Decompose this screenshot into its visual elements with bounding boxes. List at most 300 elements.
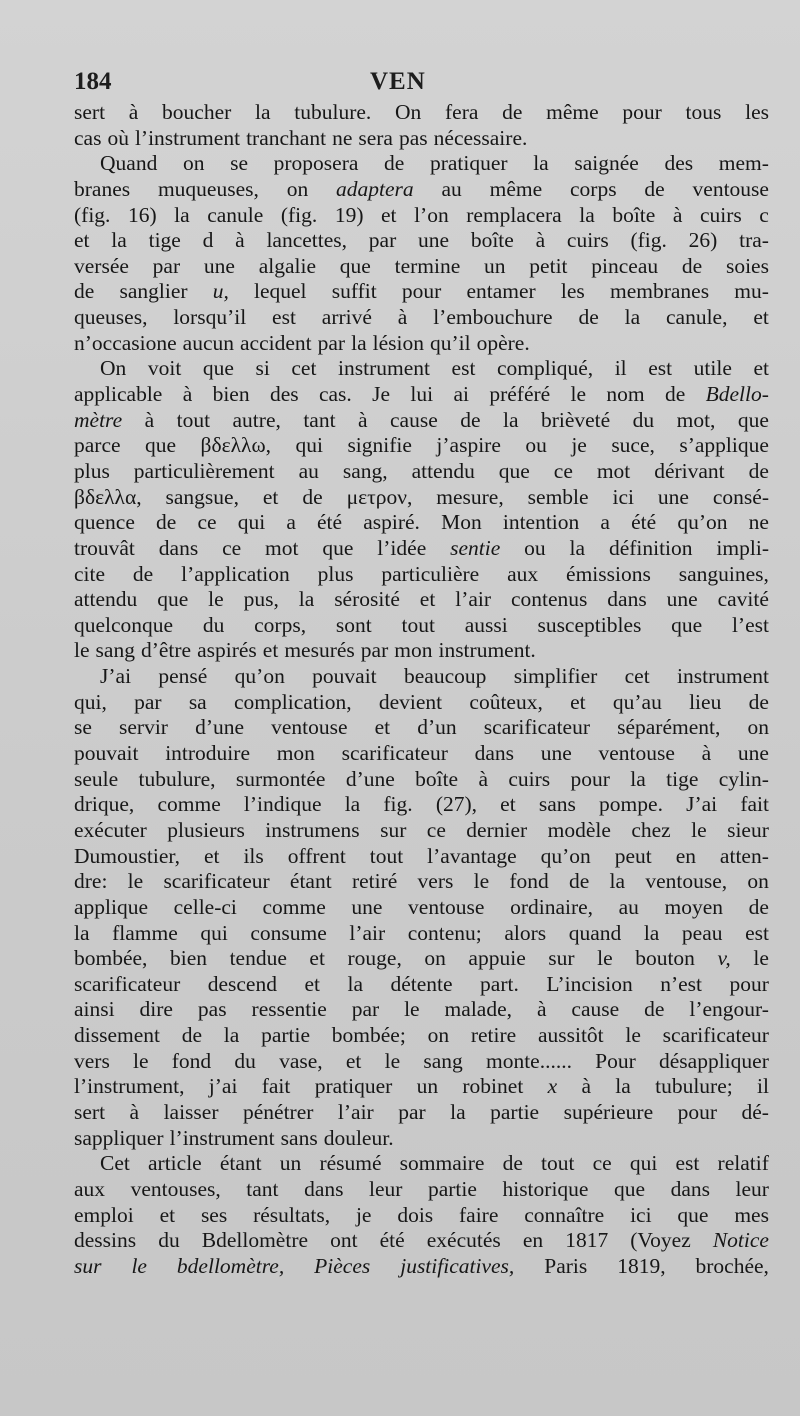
text-line bbox=[74, 895, 769, 921]
word: que bbox=[157, 587, 189, 612]
word: le bbox=[570, 382, 587, 407]
word: cylin- bbox=[718, 766, 769, 791]
word: quence bbox=[74, 510, 135, 535]
word: mètre bbox=[74, 407, 123, 432]
word: bien bbox=[169, 946, 208, 971]
word: la bbox=[347, 971, 363, 996]
word: la bbox=[630, 766, 646, 791]
word: on bbox=[427, 1023, 450, 1048]
word: que bbox=[671, 612, 703, 637]
word: remplacera bbox=[466, 202, 562, 227]
word: l’air bbox=[349, 920, 386, 945]
word: n’est bbox=[660, 971, 703, 996]
word: tranchant bbox=[246, 125, 327, 150]
text-line bbox=[74, 741, 769, 767]
word: pratiquer bbox=[429, 151, 508, 176]
word: alors bbox=[504, 920, 547, 945]
word: de bbox=[644, 997, 665, 1022]
word: sert bbox=[74, 1099, 106, 1124]
word: proposera bbox=[273, 151, 359, 176]
word: la bbox=[111, 228, 127, 253]
word: Paris bbox=[544, 1253, 588, 1278]
word: et bbox=[500, 792, 516, 817]
word: ou bbox=[525, 433, 547, 458]
word: tout bbox=[369, 843, 404, 868]
text-line bbox=[74, 177, 769, 203]
word: termine bbox=[394, 253, 461, 278]
text-line bbox=[74, 1023, 769, 1049]
word: laisser bbox=[163, 1099, 219, 1124]
word: applique bbox=[74, 894, 149, 919]
text-line bbox=[74, 1151, 769, 1177]
text-line bbox=[74, 844, 769, 870]
word: ne bbox=[332, 125, 353, 150]
word: le bbox=[131, 1253, 147, 1278]
text-line bbox=[74, 562, 769, 588]
word: été bbox=[631, 510, 657, 535]
word: la bbox=[502, 407, 519, 432]
word: aux bbox=[507, 561, 539, 586]
word: tubulure, bbox=[138, 766, 216, 791]
word: fond bbox=[509, 869, 549, 894]
word: contenu; bbox=[407, 920, 482, 945]
word: du bbox=[632, 407, 655, 432]
word: tubulure. bbox=[294, 100, 372, 124]
word: 1817 bbox=[565, 1228, 609, 1253]
word: ce bbox=[553, 458, 573, 483]
word: cuirs bbox=[508, 766, 551, 791]
word: fond bbox=[171, 1048, 212, 1073]
word: seule bbox=[74, 766, 119, 791]
word: l’air bbox=[455, 587, 492, 612]
word: l’application bbox=[181, 561, 290, 586]
word: et bbox=[345, 1048, 362, 1073]
word: par bbox=[317, 330, 346, 355]
word: descend bbox=[207, 971, 277, 996]
word: je bbox=[571, 433, 587, 458]
text-line bbox=[74, 587, 769, 613]
word: drique, bbox=[74, 792, 135, 817]
word: simplifier bbox=[513, 664, 598, 689]
word: boucher bbox=[162, 100, 232, 124]
word: dans bbox=[158, 535, 199, 560]
word: celle-ci bbox=[173, 894, 237, 919]
word: comme bbox=[157, 792, 221, 817]
word: cuirs bbox=[566, 228, 609, 253]
word: saignée bbox=[574, 151, 639, 176]
text-line bbox=[74, 1254, 769, 1280]
word: les bbox=[745, 100, 769, 124]
word: scarificateur bbox=[74, 971, 181, 996]
word: au bbox=[298, 458, 319, 483]
word: ventouse bbox=[408, 894, 485, 919]
text-line bbox=[74, 792, 769, 818]
word: lieu bbox=[689, 689, 722, 714]
word: Bdello- bbox=[705, 382, 769, 407]
word: a bbox=[286, 510, 296, 535]
word: l’instrument bbox=[169, 1125, 275, 1150]
word: flamme bbox=[112, 920, 178, 945]
word: d’une bbox=[345, 766, 395, 791]
word: de bbox=[156, 510, 177, 535]
word: le bbox=[127, 869, 144, 894]
word: ils bbox=[243, 843, 264, 868]
word: d’être bbox=[140, 638, 192, 663]
word: nom bbox=[606, 382, 645, 407]
text-line bbox=[74, 1177, 769, 1203]
word: (fig. bbox=[630, 228, 667, 253]
word: ont bbox=[330, 1228, 358, 1253]
text-line bbox=[74, 972, 769, 998]
word: mu- bbox=[734, 279, 769, 304]
word: connaître bbox=[524, 1202, 605, 1227]
word: aussi bbox=[464, 612, 508, 637]
word: le bbox=[473, 869, 490, 894]
word: du bbox=[158, 1228, 180, 1253]
word: (fig. bbox=[74, 202, 111, 227]
word: surmontée bbox=[235, 766, 326, 791]
word: dernier bbox=[466, 817, 528, 842]
word: d’un bbox=[417, 715, 457, 740]
word: se bbox=[230, 151, 248, 176]
word: on bbox=[747, 715, 769, 740]
word: de bbox=[302, 484, 323, 509]
word: cite bbox=[74, 561, 106, 586]
word: dans bbox=[304, 1176, 344, 1201]
page-number: 184 bbox=[74, 68, 112, 95]
word: le bbox=[404, 997, 420, 1022]
word: fait bbox=[261, 1074, 291, 1099]
word: particulière bbox=[381, 561, 480, 586]
text-line bbox=[74, 536, 769, 562]
word: de bbox=[578, 305, 599, 330]
word: émissions bbox=[566, 561, 651, 586]
word: bouton bbox=[635, 946, 695, 971]
word: pensé bbox=[158, 664, 208, 689]
word: même bbox=[489, 176, 543, 201]
word: utile bbox=[693, 356, 732, 381]
word: que bbox=[614, 1176, 646, 1201]
word: dissement bbox=[74, 1023, 160, 1048]
word: vers bbox=[74, 1048, 110, 1073]
word: et bbox=[381, 202, 397, 227]
word: v, bbox=[717, 946, 731, 971]
word: c bbox=[759, 202, 769, 227]
word: la bbox=[74, 920, 90, 945]
word: a bbox=[600, 510, 610, 535]
text-line bbox=[74, 254, 769, 280]
word: en bbox=[675, 843, 696, 868]
word: aussitôt bbox=[537, 1023, 604, 1048]
word: 16) bbox=[127, 202, 157, 227]
word: la bbox=[298, 587, 315, 612]
text-line bbox=[74, 1126, 769, 1152]
word: instrumens bbox=[265, 817, 360, 842]
word: qui bbox=[237, 510, 266, 535]
text-line bbox=[74, 1074, 769, 1100]
word: lequel bbox=[254, 279, 307, 304]
word: historique bbox=[502, 1176, 589, 1201]
word: retire bbox=[470, 1023, 517, 1048]
word: à bbox=[358, 407, 368, 432]
word: mot, bbox=[676, 407, 716, 432]
word: préféré bbox=[489, 382, 551, 407]
word: sert bbox=[74, 100, 106, 124]
word: est bbox=[675, 1151, 700, 1176]
word: dans bbox=[474, 741, 514, 766]
word: attendu bbox=[74, 587, 138, 612]
word: attendu bbox=[411, 458, 475, 483]
text-line bbox=[74, 126, 769, 152]
word: aspiré. bbox=[363, 510, 420, 535]
body-text bbox=[74, 100, 769, 1279]
word: où bbox=[107, 125, 129, 150]
word: pour bbox=[677, 1099, 718, 1124]
word: par bbox=[360, 638, 389, 663]
word: mon bbox=[394, 638, 433, 663]
word: dessins bbox=[74, 1228, 137, 1253]
word: cause bbox=[390, 407, 438, 432]
word: le bbox=[208, 587, 224, 612]
word: à bbox=[672, 202, 683, 227]
word: est bbox=[648, 356, 673, 381]
word: petit bbox=[529, 253, 568, 278]
word: tant bbox=[303, 407, 336, 432]
word: sommaire bbox=[399, 1151, 485, 1176]
word: On bbox=[395, 100, 422, 124]
word: Notice bbox=[712, 1228, 769, 1253]
word: la bbox=[569, 535, 586, 560]
text-line bbox=[74, 305, 769, 331]
word: et bbox=[374, 715, 391, 740]
word: pas bbox=[398, 125, 428, 150]
word: l’instrument, bbox=[74, 1074, 185, 1099]
text-line bbox=[74, 151, 769, 177]
word: d bbox=[202, 228, 214, 253]
word: peau bbox=[681, 920, 723, 945]
word: pour bbox=[570, 766, 610, 791]
word: On bbox=[100, 356, 127, 381]
word: une bbox=[540, 741, 572, 766]
word: mesure, bbox=[436, 484, 504, 509]
word: bombée, bbox=[74, 946, 148, 971]
word: que bbox=[339, 253, 371, 278]
word: l’indique bbox=[243, 792, 322, 817]
text-line bbox=[74, 203, 769, 229]
word: qu’on bbox=[677, 510, 728, 535]
word: leur bbox=[369, 1176, 403, 1201]
word: la bbox=[615, 1074, 631, 1099]
word: sérosité bbox=[334, 587, 400, 612]
word: coûteux, bbox=[469, 689, 543, 714]
word: au bbox=[618, 894, 639, 919]
word: boîte bbox=[415, 766, 459, 791]
word: est bbox=[451, 356, 476, 381]
word: la bbox=[344, 792, 361, 817]
word: qui, bbox=[74, 689, 107, 714]
word: sentie bbox=[450, 535, 501, 560]
word: un bbox=[416, 1074, 439, 1099]
word: sont bbox=[335, 612, 372, 637]
word: l’engour- bbox=[689, 997, 769, 1022]
word: aux bbox=[74, 1176, 106, 1201]
word: signifie bbox=[347, 433, 412, 458]
word: tout bbox=[176, 407, 211, 432]
word: et bbox=[262, 484, 279, 509]
word: ici bbox=[630, 1202, 652, 1227]
word: d’une bbox=[195, 715, 245, 740]
text-line bbox=[74, 1203, 769, 1229]
word: sappliquer bbox=[74, 1125, 164, 1150]
word: le bbox=[74, 638, 90, 663]
word: tige bbox=[666, 766, 699, 791]
word: pour bbox=[401, 279, 442, 304]
word: intention bbox=[502, 510, 580, 535]
word: séparément, bbox=[617, 715, 721, 740]
word: consé- bbox=[712, 484, 769, 509]
word: autre, bbox=[232, 407, 281, 432]
word: la bbox=[624, 305, 641, 330]
text-line bbox=[74, 869, 769, 895]
word: qu’on bbox=[540, 843, 591, 868]
text-line bbox=[74, 997, 769, 1023]
word: qu’au bbox=[612, 689, 662, 714]
word: à bbox=[478, 766, 488, 791]
word: le bbox=[691, 817, 707, 842]
word: de bbox=[502, 1151, 523, 1176]
word: exécuter bbox=[74, 817, 147, 842]
word: sa bbox=[188, 689, 207, 714]
text-line bbox=[74, 408, 769, 434]
word: le bbox=[133, 1048, 149, 1073]
word: boîte bbox=[470, 228, 514, 253]
word: L’incision bbox=[546, 971, 633, 996]
word: peut bbox=[614, 843, 652, 868]
text-line bbox=[74, 613, 769, 639]
word: ventouse bbox=[271, 715, 348, 740]
word: Cet bbox=[100, 1151, 130, 1176]
text-line bbox=[74, 433, 769, 459]
word: j’ai bbox=[208, 1074, 238, 1099]
word: cavité bbox=[717, 587, 769, 612]
word: qui bbox=[295, 433, 323, 458]
text-line bbox=[74, 356, 769, 382]
text-line bbox=[74, 510, 769, 536]
word: on bbox=[182, 151, 205, 176]
word: une bbox=[351, 894, 383, 919]
word: du bbox=[234, 1048, 256, 1073]
word: pinceau bbox=[591, 253, 659, 278]
word: ce bbox=[592, 1151, 612, 1176]
word: de bbox=[502, 100, 523, 124]
word: servir bbox=[119, 715, 168, 740]
word: article bbox=[148, 1151, 202, 1176]
word: devient bbox=[378, 689, 443, 714]
word: bien bbox=[212, 382, 250, 407]
word: particulièrement bbox=[133, 458, 275, 483]
word: plus bbox=[317, 561, 354, 586]
word: on bbox=[747, 869, 769, 894]
word: s’applique bbox=[679, 433, 769, 458]
word: pour bbox=[729, 971, 769, 996]
word: de bbox=[748, 458, 769, 483]
word: supérieure bbox=[563, 1099, 654, 1124]
word: une bbox=[737, 741, 769, 766]
word: dé- bbox=[741, 1099, 769, 1124]
word: la bbox=[579, 202, 595, 227]
word: instrument bbox=[677, 664, 769, 689]
text-line bbox=[74, 664, 769, 690]
word: tout bbox=[541, 1151, 575, 1176]
word: une bbox=[657, 484, 689, 509]
word: que bbox=[677, 1202, 709, 1227]
word: il bbox=[757, 1074, 769, 1099]
word: de bbox=[132, 561, 154, 586]
word: douleur. bbox=[323, 1125, 394, 1150]
word: fig. bbox=[383, 792, 413, 817]
word: une bbox=[203, 253, 235, 278]
word: les bbox=[560, 279, 585, 304]
word: modèle bbox=[547, 817, 611, 842]
word: instrument bbox=[338, 356, 430, 381]
word: scarificateur bbox=[163, 869, 270, 894]
word: (fig. bbox=[280, 202, 318, 227]
word: 1819, bbox=[617, 1253, 666, 1278]
word: pouvait bbox=[74, 741, 139, 766]
word: offrent bbox=[287, 843, 346, 868]
word: cause bbox=[571, 997, 620, 1022]
word: semble bbox=[527, 484, 589, 509]
word: sans bbox=[280, 1125, 318, 1150]
word: se bbox=[74, 715, 92, 740]
word: lancettes, bbox=[266, 228, 348, 253]
text-line bbox=[74, 767, 769, 793]
word: atten- bbox=[719, 843, 769, 868]
word: de bbox=[569, 869, 590, 894]
word: ne bbox=[748, 510, 769, 535]
word: exécutés bbox=[426, 1228, 501, 1253]
word: trouvât bbox=[74, 535, 135, 560]
word: tant bbox=[246, 1176, 279, 1201]
word: la bbox=[351, 330, 367, 355]
word: est bbox=[272, 305, 296, 330]
word: j’aspire bbox=[436, 433, 501, 458]
text-line bbox=[74, 459, 769, 485]
word: si bbox=[255, 356, 270, 381]
word: à bbox=[144, 407, 155, 432]
word: à bbox=[581, 1074, 591, 1099]
word: sans bbox=[538, 792, 576, 817]
word: (Voyez bbox=[630, 1228, 691, 1253]
word: ventouses, bbox=[130, 1176, 221, 1201]
word: ce bbox=[197, 510, 217, 535]
word: mem- bbox=[718, 151, 769, 176]
word: la bbox=[609, 869, 626, 894]
word: sang, bbox=[342, 458, 388, 483]
word: appuie bbox=[468, 946, 526, 971]
text-line bbox=[74, 638, 769, 664]
word: lésion bbox=[372, 330, 424, 355]
word: canule bbox=[207, 202, 264, 227]
text-line bbox=[74, 818, 769, 844]
word: Mon bbox=[441, 510, 482, 535]
word: rouge, bbox=[347, 946, 402, 971]
word: βδελλα, bbox=[74, 484, 142, 509]
word: de bbox=[460, 407, 481, 432]
word: instrument. bbox=[438, 638, 536, 663]
word: complication, bbox=[233, 689, 352, 714]
word: versée bbox=[74, 253, 129, 278]
